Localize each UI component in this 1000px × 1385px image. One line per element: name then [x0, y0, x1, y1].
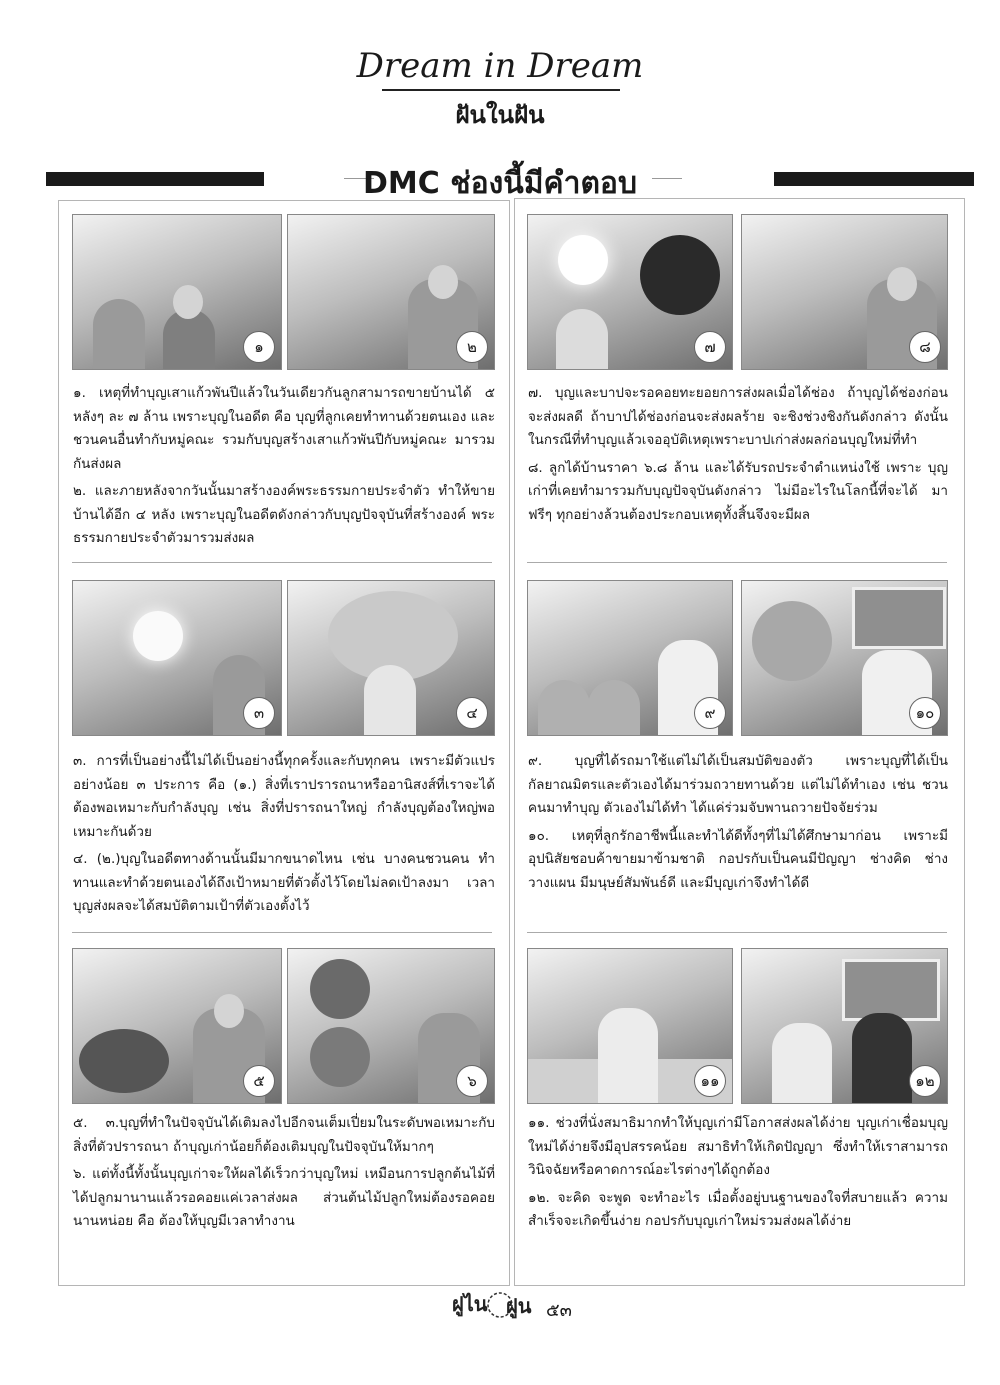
section-heading: DMC ช่องนี้มีคำตอบ [363, 166, 637, 201]
illustration-11 [527, 948, 733, 1104]
illustration-9 [527, 580, 733, 736]
text-block-4 [528, 750, 948, 895]
illustration-number: ๒ [456, 331, 488, 363]
svg-text:ฝูไน: ฝูไน [452, 1292, 488, 1316]
paragraph: ๖. แต่ทั้งนี้ทั้งนั้นบุญเก่าจะให้ผลได้เร็วกว่าบุญใหม่ เหมือนการปลูกต้นไม้ที่ ได้ปลูกมานานแล้วรอคอยแค่เวลาส่งผล ส่วนต้นไม้ปลูกใหม่ต้องรอคอย นานหน่อย คือ ต้องให้บุญมีเวลาทำงาน [73, 1166, 495, 1229]
svg-text:ฝูน: ฝูน [506, 1294, 532, 1318]
paragraph: ๕. ๓.บุญที่ทำในปัจจุบันได้เติมลงไปอีกจนเต็มเปี่ยมในระดับพอเหมาะกับ สิ่งที่ตัวปรารถนา ถ้าบุญเก่าน้อยก็ต้องเติมบุญในปัจจุบันให้มากๆ [73, 1115, 495, 1155]
text-block-2 [528, 382, 948, 527]
illustration-number: ๑๒ [909, 1065, 941, 1097]
magazine-title: Dream in Dream [356, 46, 644, 86]
illustration-number: ๖ [456, 1065, 488, 1097]
paragraph: ๑๑. ช่วงที่นั่งสมาธิมากทำให้บุญเก่ามีโอกาสส่งผลได้ง่าย บุญเก่าเชื่อมบุญ ใหม่ได้ง่ายจึงมีอุปสรรคน้อย สมาธิทำให้เกิดปัญญา ซึ่งทำให้เราสามารถ วินิจฉัยหรือคาดการณ์อะไรต่างๆได้ถูกต้อง [528, 1115, 948, 1178]
text-block-6 [528, 1112, 948, 1234]
illustration-7 [527, 214, 733, 370]
illustration-number: ๗ [694, 331, 726, 363]
magazine-logo-icon [448, 1287, 538, 1323]
paragraph: ๑. เหตุที่ทำบุญเสาแก้วพันปีแล้วในวันเดียวกันลูกสามารถขายบ้านได้ ๕ หลังๆ ละ ๗ ล้าน เพราะบุญในอดีต คือ บุญที่ลูกเคยทำทานด้วยตนเอง และชวนคนอื่นทำกับหมู่คณะ รวมกับบุญสร้างเสาแก้วพันปีกับหมู่คณะ มารวมกันส่งผล [73, 385, 495, 472]
illustration-number: ๑๑ [694, 1065, 726, 1097]
paragraph: ๔. (๒.)บุญในอดีตทางด้านนั้นมีมากขนาดไหน เช่น บางคนชวนคน ทำทานและทำด้วยตนเองได้ถึงเป้าหมายที่ตัวตั้งไว้โดยไม่ลดเป้าลงมา เวลาบุญส่งผลจะได้สมบัติตามเป้าที่ตัวเองตั้งไว้ [73, 851, 495, 914]
illustration-3 [72, 580, 282, 736]
illustration-8 [741, 214, 948, 370]
text-block-1 [73, 382, 495, 551]
paragraph: ๙. บุญที่ได้รถมาใช้แต่ไม่ได้เป็นสมบัติของตัว เพราะบุญที่ได้เป็น กัลยาณมิตรและตัวเองได้มาร่วมถวายทานด้วย แต่ไม่ได้ทำเอง เช่น ชวน คนมาทำบุญ ตัวเองไม่ได้ทำ ได้แค่ร่วมจับพานถวายปัจจัยร่วม [528, 753, 948, 816]
illustration-number: ๑ [243, 331, 275, 363]
illustration-12 [741, 948, 948, 1104]
paragraph: ๑๐. เหตุที่ลูกรักอาชีพนี้และทำได้ดีทั้งๆที่ไม่ได้ศึกษามาก่อน เพราะมี อุปนิสัยชอบค้าขายมาข้ามชาติ กอปรกับเป็นคนมีปัญญา ช่างคิด ช่างวางแผน มีมนุษย์สัมพันธ์ดี และมีบุญเก่าจึงทำได้ดี [528, 827, 948, 891]
magazine-subtitle: ฝันในฝัน [455, 101, 545, 129]
illustration-number: ๙ [694, 697, 726, 729]
divider [72, 562, 492, 563]
paragraph: ๗. บุญและบาปจะรอคอยทะยอยการส่งผลเมื่อได้ช่อง ถ้าบุญได้ช่องก่อน จะส่งผลดี ถ้าบาปได้ช่องก่อนจะส่งผลร้าย จะชิงช่วงชิงกันดังกล่าว ดังนั้นในกรณีที่ทำบุญแล้วเจออุบัติเหตุเพราะบาปเก่าส่งผลก่อนบุญใหม่ที่ทำ [528, 385, 948, 448]
divider [527, 932, 947, 933]
divider [527, 562, 947, 563]
illustration-10 [741, 580, 948, 736]
paragraph: ๒. และภายหลังจากวันนั้นมาสร้างองค์พระธรรมกายประจำตัว ทำให้ขาย บ้านได้อีก ๔ หลัง เพราะบุญในอดีตดังกล่าวกับบุญปัจจุบันที่สร้างองค์ พระธรรมกายประจำตัวมารวมส่งผล [73, 483, 495, 546]
paragraph: ๘. ลูกได้บ้านราคา ๖.๘ ล้าน และได้รับรถประจำตำแหน่งใช้ เพราะ บุญเก่าที่เคยทำมารวมกับบุญปัจจุบันดังกล่าว ไม่มีอะไรในโลกนี้ที่จะได้ มาฟรีๆ ทุกอย่างล้วนต้องประกอบเหตุทั้งสิ้นจึงจะมีผล [528, 459, 948, 523]
text-block-5 [73, 1112, 495, 1234]
illustration-number: ๘ [909, 331, 941, 363]
illustration-1 [72, 214, 282, 370]
illustration-number: ๑๐ [909, 697, 941, 729]
illustration-number: ๓ [243, 697, 275, 729]
title-underline [382, 89, 620, 91]
page-number: ๕๓ [546, 1300, 572, 1321]
illustration-number: ๕ [243, 1065, 275, 1097]
illustration-4 [287, 580, 495, 736]
illustration-5 [72, 948, 282, 1104]
illustration-2 [287, 214, 495, 370]
paragraph: ๑๒. จะคิด จะพูด จะทำอะไร เมื่อตั้งอยู่บนฐานของใจที่สบายแล้ว ความ สำเร็จจะเกิดขึ้นง่าย กอปรกับบุญเก่าใหม่รวมส่งผลได้ง่าย [528, 1189, 948, 1229]
text-block-3 [73, 750, 495, 919]
illustration-number: ๔ [456, 697, 488, 729]
paragraph: ๓. การที่เป็นอย่างนี้ไม่ได้เป็นอย่างนี้ทุกครั้งและกับทุกคน เพราะมีตัวแปร อย่างน้อย ๓ ประการ คือ (๑.) สิ่งที่เราปรารถนาหรืออานิสงส์ที่เราจะได้ ต้องพอเหมาะกับกำลังบุญ เช่น สิ่งที่ปรารถนาใหญ่ กำลังบุญต้องใหญ่พอ เหมาะกันด้วย [73, 753, 495, 840]
illustration-6 [287, 948, 495, 1104]
divider [72, 932, 492, 933]
